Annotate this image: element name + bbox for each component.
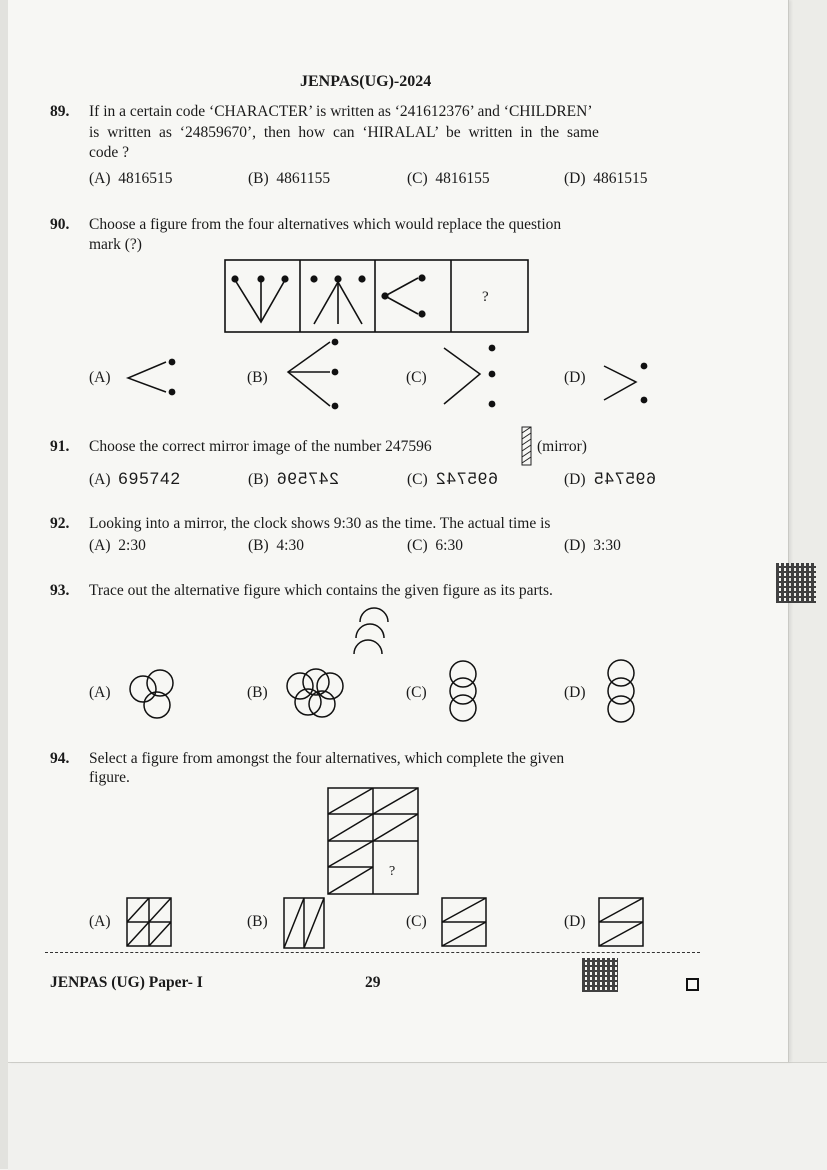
q92-option-c-text: 6:30 — [435, 537, 463, 554]
q89-option-b-text: 4861155 — [276, 170, 331, 187]
q90-option-c-figure[interactable] — [440, 342, 502, 410]
q89-option-a[interactable] — [89, 170, 173, 188]
q93-option-d-label[interactable]: (D) — [564, 684, 586, 701]
q92-text: Looking into a mirror, the clock shows 9:30 as the time. The actual time is — [89, 515, 551, 532]
q89-option-d-text: 4861515 — [593, 170, 648, 187]
q91-number: 91. — [50, 438, 70, 455]
q89-option-b[interactable] — [248, 170, 330, 188]
q90-option-d-figure[interactable] — [600, 360, 652, 410]
q92-option-a-text: 2:30 — [118, 537, 146, 554]
q94-option-b-figure[interactable] — [284, 898, 330, 950]
q92-option-c[interactable] — [407, 537, 463, 555]
q93-option-b-figure[interactable] — [282, 664, 348, 726]
q93-text: Trace out the alternative figure which contains the given figure as its parts. — [89, 582, 553, 599]
q94-text-line2: figure. — [89, 769, 130, 786]
q91-option-b[interactable] — [248, 469, 339, 489]
q92-option-b-label: (B) — [248, 537, 269, 554]
mirror-hatch-icon — [522, 427, 532, 467]
q91-option-c[interactable] — [407, 469, 498, 489]
q91-option-b-label: (B) — [248, 471, 269, 488]
q94-text-line1: Select a figure from amongst the four alternatives, which complete the given — [89, 750, 565, 767]
q94-option-b-label[interactable]: (B) — [247, 913, 268, 930]
q92-option-b[interactable] — [248, 537, 304, 555]
footer-page-number: 29 — [365, 974, 381, 991]
q91-mirror-label: (mirror) — [537, 438, 587, 455]
q90-option-b-figure[interactable] — [282, 338, 344, 410]
scan-bottom-margin — [8, 1062, 827, 1170]
q89-option-a-text: 4816515 — [118, 170, 173, 187]
q89-option-c-text: 4816155 — [435, 170, 490, 187]
q91-option-c-label: (C) — [407, 471, 428, 488]
q90-option-c-label[interactable]: (C) — [406, 369, 427, 386]
q91-option-a-text: 695742 — [118, 469, 182, 488]
q93-option-d-figure[interactable] — [598, 655, 648, 727]
footer-qr-code — [582, 958, 618, 992]
q93-given-figure — [350, 600, 400, 660]
footer-paper-title: JENPAS (UG) Paper- I — [50, 974, 203, 991]
q92-option-d[interactable] — [564, 537, 621, 555]
q90-text-line2: mark (?) — [89, 236, 142, 253]
q91-option-c-text: 695742 — [435, 469, 499, 488]
q91-option-a[interactable] — [89, 469, 181, 489]
q91-option-a-label: (A) — [89, 471, 111, 488]
q89-option-c[interactable] — [407, 170, 490, 188]
q94-problem-figure — [328, 788, 420, 896]
q94-number: 94. — [50, 750, 70, 767]
q92-number: 92. — [50, 515, 70, 532]
underlying-sheet — [788, 0, 827, 1062]
q93-option-b-label[interactable]: (B) — [247, 684, 268, 701]
q94-option-c-label[interactable]: (C) — [406, 913, 427, 930]
q93-option-c-label[interactable]: (C) — [406, 684, 427, 701]
q90-option-a-figure[interactable] — [126, 358, 178, 396]
q92-option-c-label: (C) — [407, 537, 428, 554]
q89-option-a-label: (A) — [89, 170, 111, 187]
q89-text-line1: If in a certain code ‘CHARACTER’ is written as ‘241612376’ and ‘CHILDREN’ — [89, 103, 593, 120]
q89-option-c-label: (C) — [407, 170, 428, 187]
q89-text-line3: code ? — [89, 144, 130, 161]
q92-option-d-label: (D) — [564, 537, 586, 554]
q92-option-a-label: (A) — [89, 537, 111, 554]
q89-option-b-label: (B) — [248, 170, 269, 187]
q90-number: 90. — [50, 216, 70, 233]
q90-question-mark: ? — [482, 289, 489, 305]
q94-option-a-label[interactable]: (A) — [89, 913, 111, 930]
margin-qr-code — [776, 563, 816, 603]
q93-option-a-label[interactable]: (A) — [89, 684, 111, 701]
q90-option-a-label[interactable]: (A) — [89, 369, 111, 386]
q91-text: Choose the correct mirror image of the number 247596 — [89, 438, 432, 455]
q92-option-d-text: 3:30 — [593, 537, 621, 554]
q89-option-d-label: (D) — [564, 170, 586, 187]
footer-divider — [45, 952, 700, 953]
q91-option-d-text: 695745 — [593, 469, 657, 488]
q94-option-c-figure[interactable] — [442, 898, 488, 948]
q89-text-line2: is written as ‘24859670’, then how can ‘HIRALAL’ be written in the same — [89, 124, 599, 141]
q93-option-c-figure[interactable] — [440, 655, 490, 727]
q94-question-mark: ? — [389, 864, 396, 879]
q90-option-d-label[interactable]: (D) — [564, 369, 586, 386]
q91-option-d-label: (D) — [564, 471, 586, 488]
q93-option-a-figure[interactable] — [122, 664, 182, 726]
q91-option-b-text: 247596 — [276, 469, 340, 488]
q93-number: 93. — [50, 582, 70, 599]
footer-square-marker — [686, 978, 699, 991]
q92-option-b-text: 4:30 — [276, 537, 304, 554]
q90-text-line1: Choose a figure from the four alternatives which would replace the question — [89, 216, 562, 233]
q89-option-d[interactable] — [564, 170, 648, 188]
q89-number: 89. — [50, 103, 70, 120]
q94-option-d-figure[interactable] — [599, 898, 645, 948]
q94-option-d-label[interactable]: (D) — [564, 913, 586, 930]
page-header: JENPAS(UG)-2024 — [300, 73, 432, 90]
q90-option-b-label[interactable]: (B) — [247, 369, 268, 386]
q94-option-a-figure[interactable] — [127, 898, 173, 948]
q92-option-a[interactable] — [89, 537, 146, 555]
q91-option-d[interactable] — [564, 469, 656, 489]
